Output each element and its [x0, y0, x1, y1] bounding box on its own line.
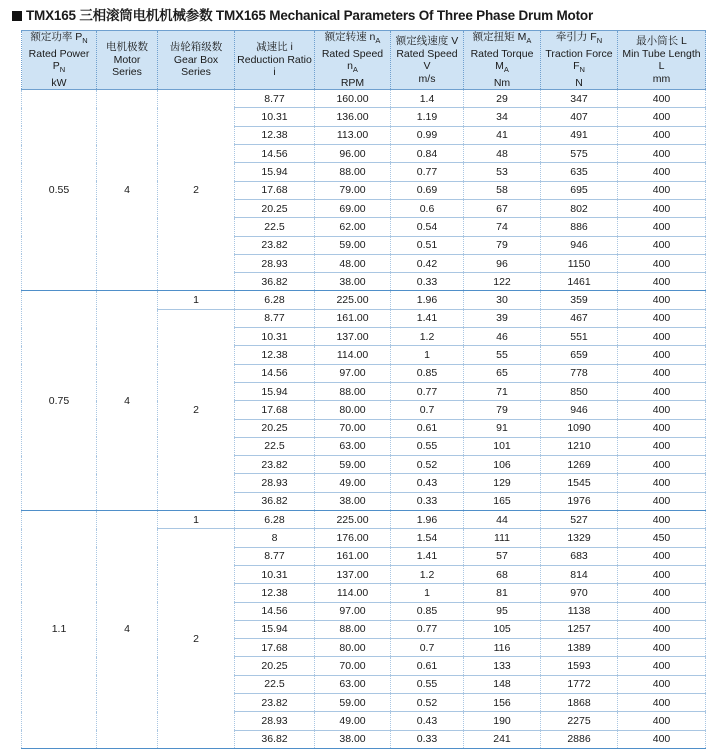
reduction-ratio-cell: 36.82: [235, 730, 315, 748]
reduction-ratio-cell: 8: [235, 529, 315, 547]
rated-speed-ms-cell: 0.77: [391, 620, 464, 638]
header-cn-text: 最小筒长 L: [636, 35, 687, 48]
header-cn: [466, 31, 538, 48]
reduction-ratio-cell: 12.38: [235, 126, 315, 144]
header-en: [160, 54, 232, 79]
reduction-ratio-cell: 17.68: [235, 181, 315, 199]
min-tube-length-cell: 400: [618, 273, 706, 291]
header-cn-text: 额定转速 $n_A$: [324, 31, 381, 46]
reduction-ratio-cell: 17.68: [235, 401, 315, 419]
reduction-ratio-cell: 10.31: [235, 108, 315, 126]
traction-force-cell: 347: [541, 90, 618, 108]
rated-torque-cell: 57: [464, 547, 541, 565]
rated-speed-ms-cell: 1.4: [391, 90, 464, 108]
table-row: [22, 511, 706, 529]
rated-torque-cell: 133: [464, 657, 541, 675]
column-header-4: [315, 31, 391, 90]
reduction-ratio-cell: 22.5: [235, 218, 315, 236]
header-en: [466, 48, 538, 77]
page-title: [12, 6, 593, 26]
rated-speed-ms-cell: 0.43: [391, 474, 464, 492]
min-tube-length-cell: 400: [618, 145, 706, 163]
min-tube-length-cell: 400: [618, 328, 706, 346]
traction-force-cell: 695: [541, 181, 618, 199]
header-cn: [317, 31, 388, 48]
traction-force-cell: 407: [541, 108, 618, 126]
rated-speed-ms-cell: 0.69: [391, 181, 464, 199]
rated-torque-cell: 116: [464, 639, 541, 657]
rated-speed-ms-cell: 0.84: [391, 145, 464, 163]
reduction-ratio-cell: 6.28: [235, 511, 315, 529]
header-cn: [24, 31, 94, 48]
traction-force-cell: 946: [541, 401, 618, 419]
header-cn-text-subscript: N: [82, 36, 88, 46]
rated-speed-rpm-cell: 88.00: [315, 620, 391, 638]
rated-torque-cell: 48: [464, 145, 541, 163]
min-tube-length-cell: 400: [618, 309, 706, 327]
rated-torque-cell: 34: [464, 108, 541, 126]
header-cn-text: 齿轮箱级数: [169, 41, 223, 54]
rated-speed-ms-cell: 0.7: [391, 639, 464, 657]
rated-torque-cell: 81: [464, 584, 541, 602]
traction-force-cell: 1593: [541, 657, 618, 675]
header-cn: [543, 31, 615, 48]
min-tube-length-cell: 400: [618, 364, 706, 382]
header-en-text-subscript: A: [503, 65, 509, 75]
column-header-0: [22, 31, 97, 90]
rated-torque-cell: 101: [464, 437, 541, 455]
rated-torque-cell: 58: [464, 181, 541, 199]
traction-force-cell: 1461: [541, 273, 618, 291]
min-tube-length-cell: 400: [618, 181, 706, 199]
rated-speed-rpm-cell: 38.00: [315, 273, 391, 291]
rated-speed-ms-cell: 0.85: [391, 364, 464, 382]
header-unit: mm: [652, 72, 671, 85]
min-tube-length-cell: 400: [618, 419, 706, 437]
rated-speed-ms-cell: 1: [391, 346, 464, 364]
rated-speed-ms-cell: 0.99: [391, 126, 464, 144]
rated-power-cell: 1.1: [22, 511, 97, 749]
reduction-ratio-cell: 20.25: [235, 657, 315, 675]
rated-speed-ms-cell: 0.33: [391, 730, 464, 748]
reduction-ratio-cell: 36.82: [235, 492, 315, 510]
header-unit: RPM: [340, 76, 365, 89]
rated-speed-ms-cell: 1: [391, 584, 464, 602]
min-tube-length-cell: 400: [618, 199, 706, 217]
rated-speed-rpm-cell: 79.00: [315, 181, 391, 199]
gear-box-series-cell: 2: [158, 90, 235, 291]
rated-speed-ms-cell: 0.6: [391, 199, 464, 217]
mechanical-parameters-table: [21, 30, 706, 749]
rated-speed-ms-cell: 0.55: [391, 437, 464, 455]
min-tube-length-cell: 400: [618, 712, 706, 730]
rated-speed-ms-cell: 0.43: [391, 712, 464, 730]
rated-torque-cell: 96: [464, 254, 541, 272]
gear-box-series-cell: 1: [158, 291, 235, 309]
header-cn-text: 额定扭矩 $M_A$: [472, 31, 532, 46]
min-tube-length-cell: 400: [618, 474, 706, 492]
gear-box-series-cell: 2: [158, 529, 235, 749]
rated-speed-ms-cell: 0.55: [391, 675, 464, 693]
traction-force-cell: 527: [541, 511, 618, 529]
table-header: [22, 31, 706, 90]
column-header-5: [391, 31, 464, 90]
header-cn-text: 减速比 i: [256, 41, 293, 54]
header-cn-text-subscript: A: [375, 36, 381, 46]
reduction-ratio-cell: 8.77: [235, 547, 315, 565]
rated-speed-ms-cell: 0.77: [391, 382, 464, 400]
rated-torque-cell: 65: [464, 364, 541, 382]
traction-force-cell: 635: [541, 163, 618, 181]
reduction-ratio-cell: 22.5: [235, 437, 315, 455]
min-tube-length-cell: 400: [618, 730, 706, 748]
traction-force-cell: 683: [541, 547, 618, 565]
rated-torque-cell: 241: [464, 730, 541, 748]
header-en-text-subscript: A: [352, 65, 358, 75]
rated-speed-rpm-cell: 225.00: [315, 511, 391, 529]
rated-speed-rpm-cell: 97.00: [315, 602, 391, 620]
rated-speed-ms-cell: 1.19: [391, 108, 464, 126]
min-tube-length-cell: 400: [618, 437, 706, 455]
header-en: [99, 54, 155, 79]
rated-speed-ms-cell: 1.2: [391, 328, 464, 346]
rated-speed-rpm-cell: 161.00: [315, 309, 391, 327]
rated-torque-cell: 29: [464, 90, 541, 108]
header-unit: kW: [51, 76, 67, 89]
reduction-ratio-cell: 17.68: [235, 639, 315, 657]
min-tube-length-cell: 400: [618, 492, 706, 510]
reduction-ratio-cell: 14.56: [235, 602, 315, 620]
traction-force-cell: 2275: [541, 712, 618, 730]
header-cn: [237, 41, 312, 54]
min-tube-length-cell: 400: [618, 602, 706, 620]
rated-speed-rpm-cell: 114.00: [315, 584, 391, 602]
rated-torque-cell: 122: [464, 273, 541, 291]
header-en-text: Rated Speed $n_A$: [321, 47, 384, 75]
reduction-ratio-cell: 10.31: [235, 328, 315, 346]
reduction-ratio-cell: 28.93: [235, 254, 315, 272]
rated-speed-rpm-cell: 136.00: [315, 108, 391, 126]
rated-speed-rpm-cell: 88.00: [315, 382, 391, 400]
traction-force-cell: 1545: [541, 474, 618, 492]
reduction-ratio-cell: 23.82: [235, 693, 315, 711]
rated-torque-cell: 67: [464, 199, 541, 217]
reduction-ratio-cell: 23.82: [235, 236, 315, 254]
rated-speed-ms-cell: 0.52: [391, 693, 464, 711]
header-cn-text: 牵引力 $F_N$: [555, 31, 603, 46]
reduction-ratio-cell: 12.38: [235, 584, 315, 602]
rated-speed-rpm-cell: 137.00: [315, 565, 391, 583]
rated-speed-ms-cell: 0.77: [391, 163, 464, 181]
min-tube-length-cell: 400: [618, 547, 706, 565]
rated-speed-ms-cell: 1.41: [391, 547, 464, 565]
header-en-text: Reduction Ratio i: [237, 53, 312, 79]
reduction-ratio-cell: 14.56: [235, 364, 315, 382]
rated-speed-ms-cell: 0.61: [391, 419, 464, 437]
header-en-text: Rated Speed V: [396, 47, 458, 73]
header-cn: [620, 35, 703, 48]
reduction-ratio-cell: 6.28: [235, 291, 315, 309]
traction-force-cell: 2886: [541, 730, 618, 748]
reduction-ratio-cell: 14.56: [235, 145, 315, 163]
rated-speed-rpm-cell: 38.00: [315, 730, 391, 748]
traction-force-cell: 970: [541, 584, 618, 602]
column-header-3: [235, 31, 315, 90]
reduction-ratio-cell: 28.93: [235, 474, 315, 492]
title-bullet-square: [12, 11, 22, 21]
traction-force-cell: 1150: [541, 254, 618, 272]
header-en-text: Rated Torque $M_A$: [470, 47, 534, 75]
rated-speed-rpm-cell: 70.00: [315, 657, 391, 675]
rated-torque-cell: 39: [464, 309, 541, 327]
traction-force-cell: 778: [541, 364, 618, 382]
traction-force-cell: 1269: [541, 456, 618, 474]
traction-force-cell: 575: [541, 145, 618, 163]
header-en: [620, 48, 703, 73]
min-tube-length-cell: 400: [618, 382, 706, 400]
reduction-ratio-cell: 8.77: [235, 309, 315, 327]
header-cn: [160, 41, 232, 54]
rated-speed-rpm-cell: 38.00: [315, 492, 391, 510]
min-tube-length-cell: 400: [618, 456, 706, 474]
rated-speed-rpm-cell: 62.00: [315, 218, 391, 236]
reduction-ratio-cell: 15.94: [235, 163, 315, 181]
header-en: [237, 54, 312, 79]
traction-force-cell: 802: [541, 199, 618, 217]
traction-force-cell: 814: [541, 565, 618, 583]
header-en-text-subscript: N: [579, 65, 585, 75]
reduction-ratio-cell: 28.93: [235, 712, 315, 730]
page-title-text: TMX165 三相滚筒电机机械参数 TMX165 Mechanical Parameters Of Three Phase Drum Motor: [26, 8, 594, 23]
rated-speed-rpm-cell: 63.00: [315, 437, 391, 455]
table-row: [22, 90, 706, 108]
reduction-ratio-cell: 10.31: [235, 565, 315, 583]
reduction-ratio-cell: 20.25: [235, 419, 315, 437]
rated-power-cell: 0.55: [22, 90, 97, 291]
min-tube-length-cell: 450: [618, 529, 706, 547]
traction-force-cell: 551: [541, 328, 618, 346]
rated-speed-rpm-cell: 114.00: [315, 346, 391, 364]
rated-speed-rpm-cell: 88.00: [315, 163, 391, 181]
rated-torque-cell: 156: [464, 693, 541, 711]
min-tube-length-cell: 400: [618, 291, 706, 309]
column-header-6: [464, 31, 541, 90]
header-cn-text-subscript: A: [526, 36, 532, 46]
traction-force-cell: 1090: [541, 419, 618, 437]
table-body: [22, 90, 706, 749]
rated-speed-ms-cell: 1.96: [391, 291, 464, 309]
reduction-ratio-cell: 20.25: [235, 199, 315, 217]
rated-speed-rpm-cell: 161.00: [315, 547, 391, 565]
rated-torque-cell: 129: [464, 474, 541, 492]
rated-torque-cell: 68: [464, 565, 541, 583]
min-tube-length-cell: 400: [618, 639, 706, 657]
rated-speed-ms-cell: 0.42: [391, 254, 464, 272]
reduction-ratio-cell: 23.82: [235, 456, 315, 474]
rated-speed-rpm-cell: 113.00: [315, 126, 391, 144]
reduction-ratio-cell: 22.5: [235, 675, 315, 693]
rated-speed-ms-cell: 1.41: [391, 309, 464, 327]
gear-box-series-cell: 2: [158, 309, 235, 510]
rated-speed-rpm-cell: 59.00: [315, 236, 391, 254]
rated-speed-rpm-cell: 96.00: [315, 145, 391, 163]
rated-torque-cell: 111: [464, 529, 541, 547]
rated-torque-cell: 41: [464, 126, 541, 144]
rated-speed-ms-cell: 0.85: [391, 602, 464, 620]
min-tube-length-cell: 400: [618, 565, 706, 583]
traction-force-cell: 1868: [541, 693, 618, 711]
header-en-text: Traction Force $F_N$: [545, 47, 613, 75]
traction-force-cell: 1138: [541, 602, 618, 620]
min-tube-length-cell: 400: [618, 218, 706, 236]
traction-force-cell: 1257: [541, 620, 618, 638]
rated-speed-ms-cell: 0.61: [391, 657, 464, 675]
min-tube-length-cell: 400: [618, 90, 706, 108]
rated-torque-cell: 91: [464, 419, 541, 437]
rated-speed-rpm-cell: 80.00: [315, 639, 391, 657]
min-tube-length-cell: 400: [618, 126, 706, 144]
header-unit: m/s: [418, 72, 436, 85]
rated-torque-cell: 148: [464, 675, 541, 693]
traction-force-cell: 1976: [541, 492, 618, 510]
min-tube-length-cell: 400: [618, 584, 706, 602]
rated-torque-cell: 79: [464, 401, 541, 419]
gear-box-series-cell: 1: [158, 511, 235, 529]
min-tube-length-cell: 400: [618, 657, 706, 675]
rated-torque-cell: 74: [464, 218, 541, 236]
min-tube-length-cell: 400: [618, 236, 706, 254]
rated-torque-cell: 44: [464, 511, 541, 529]
rated-torque-cell: 55: [464, 346, 541, 364]
rated-power-cell: 0.75: [22, 291, 97, 511]
rated-speed-rpm-cell: 80.00: [315, 401, 391, 419]
rated-torque-cell: 106: [464, 456, 541, 474]
rated-speed-ms-cell: 1.54: [391, 529, 464, 547]
header-en: [24, 48, 94, 77]
traction-force-cell: 467: [541, 309, 618, 327]
traction-force-cell: 359: [541, 291, 618, 309]
header-cn: [393, 35, 461, 48]
motor-series-cell: 4: [97, 291, 158, 511]
rated-speed-ms-cell: 0.7: [391, 401, 464, 419]
header-en: [393, 48, 461, 73]
rated-speed-rpm-cell: 70.00: [315, 419, 391, 437]
rated-speed-rpm-cell: 48.00: [315, 254, 391, 272]
header-unit: Nm: [493, 76, 511, 89]
motor-series-cell: 4: [97, 90, 158, 291]
column-header-8: [618, 31, 706, 90]
min-tube-length-cell: 400: [618, 511, 706, 529]
header-cn-text: 额定功率 $P_N$: [30, 31, 88, 46]
rated-speed-ms-cell: 0.52: [391, 456, 464, 474]
rated-speed-rpm-cell: 63.00: [315, 675, 391, 693]
rated-torque-cell: 105: [464, 620, 541, 638]
rated-torque-cell: 190: [464, 712, 541, 730]
traction-force-cell: 886: [541, 218, 618, 236]
rated-speed-rpm-cell: 59.00: [315, 693, 391, 711]
header-cn-text-subscript: N: [596, 36, 603, 46]
header-unit: N: [575, 76, 583, 89]
rated-speed-rpm-cell: 97.00: [315, 364, 391, 382]
rated-torque-cell: 71: [464, 382, 541, 400]
min-tube-length-cell: 400: [618, 620, 706, 638]
traction-force-cell: 491: [541, 126, 618, 144]
header-cn-text: 额定线速度 V: [395, 35, 459, 48]
rated-speed-rpm-cell: 49.00: [315, 712, 391, 730]
rated-speed-rpm-cell: 160.00: [315, 90, 391, 108]
rated-speed-ms-cell: 0.33: [391, 273, 464, 291]
rated-speed-rpm-cell: 59.00: [315, 456, 391, 474]
min-tube-length-cell: 400: [618, 675, 706, 693]
header-en-text: Motor Series: [112, 53, 142, 79]
column-header-2: [158, 31, 235, 90]
column-header-1: [97, 31, 158, 90]
min-tube-length-cell: 400: [618, 401, 706, 419]
rated-torque-cell: 53: [464, 163, 541, 181]
traction-force-cell: 1389: [541, 639, 618, 657]
column-header-7: [541, 31, 618, 90]
reduction-ratio-cell: 36.82: [235, 273, 315, 291]
motor-series-cell: 4: [97, 511, 158, 749]
header-en-text: Min Tube Length L: [622, 47, 701, 73]
traction-force-cell: 659: [541, 346, 618, 364]
rated-speed-rpm-cell: 69.00: [315, 199, 391, 217]
rated-speed-ms-cell: 0.54: [391, 218, 464, 236]
header-en: [543, 48, 615, 77]
header-en-text: Gear Box Series: [173, 53, 219, 79]
rated-speed-ms-cell: 1.96: [391, 511, 464, 529]
reduction-ratio-cell: 15.94: [235, 382, 315, 400]
rated-torque-cell: 46: [464, 328, 541, 346]
rated-speed-rpm-cell: 49.00: [315, 474, 391, 492]
traction-force-cell: 1210: [541, 437, 618, 455]
reduction-ratio-cell: 8.77: [235, 90, 315, 108]
header-en: [317, 48, 388, 77]
min-tube-length-cell: 400: [618, 254, 706, 272]
header-en-text: Rated Power $P_N$: [28, 47, 90, 75]
header-cn-text: 电机极数: [106, 41, 148, 54]
min-tube-length-cell: 400: [618, 346, 706, 364]
rated-torque-cell: 30: [464, 291, 541, 309]
header-cn: [99, 41, 155, 54]
header-en-text-subscript: N: [59, 65, 66, 75]
rated-speed-ms-cell: 0.51: [391, 236, 464, 254]
rated-speed-rpm-cell: 225.00: [315, 291, 391, 309]
table-row: [22, 291, 706, 309]
reduction-ratio-cell: 15.94: [235, 620, 315, 638]
min-tube-length-cell: 400: [618, 163, 706, 181]
rated-speed-ms-cell: 0.33: [391, 492, 464, 510]
rated-speed-ms-cell: 1.2: [391, 565, 464, 583]
traction-force-cell: 1772: [541, 675, 618, 693]
traction-force-cell: 850: [541, 382, 618, 400]
min-tube-length-cell: 400: [618, 693, 706, 711]
min-tube-length-cell: 400: [618, 108, 706, 126]
rated-torque-cell: 95: [464, 602, 541, 620]
traction-force-cell: 946: [541, 236, 618, 254]
rated-speed-rpm-cell: 137.00: [315, 328, 391, 346]
traction-force-cell: 1329: [541, 529, 618, 547]
rated-speed-rpm-cell: 176.00: [315, 529, 391, 547]
rated-torque-cell: 165: [464, 492, 541, 510]
reduction-ratio-cell: 12.38: [235, 346, 315, 364]
rated-torque-cell: 79: [464, 236, 541, 254]
header-row: [22, 31, 706, 90]
